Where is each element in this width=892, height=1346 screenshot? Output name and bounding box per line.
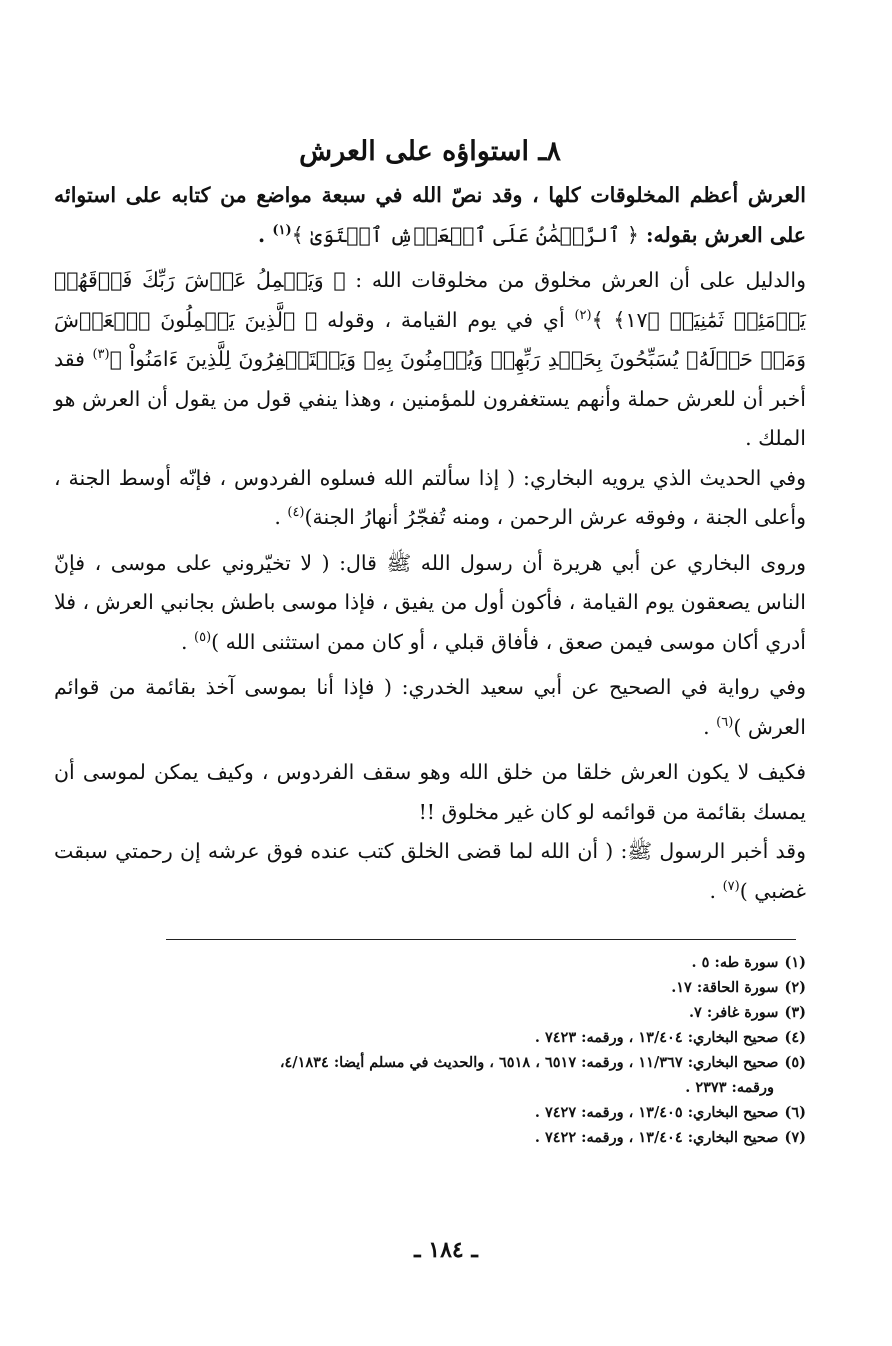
footnote-item	[54, 1125, 806, 1150]
footnote-ref[interactable]: (٢)	[574, 307, 592, 323]
paragraph-text: وفي الحديث الذي يرويه البخاري: ( إذا سألتم الله فسلوه الفردوس ، فإنّه أوسط الجنة ، وأعلى الجنة ، وفوقه عرش الرحمن ، ومنه تُفجّرُ أنهارُ الجنة)	[54, 465, 806, 529]
paragraph-text: .	[703, 714, 717, 739]
footnotes-list	[54, 950, 806, 1150]
footnote-ref[interactable]: (١)	[272, 222, 292, 238]
paragraph-text: وروى البخاري عن أبي هريرة أن رسول الله ﷺ قال: ( لا تخيّروني على موسى ، فإنّ الناس يصعقون يوم القيامة ، فأكون أول من يفيق ، فإذا موسى باطش بجانبي العرش ، فلا أدري أكان موسى فيمن صعق ، فأفاق قبلي ، أو كان ممن استثنى الله )	[54, 550, 806, 654]
footnote-ref[interactable]: (٣)	[92, 347, 110, 363]
paragraph-text: والدليل على أن العرش مخلوق من مخلوقات الله :	[345, 268, 806, 292]
paragraph-text: أي في يوم القيامة ، وقوله	[317, 307, 575, 332]
paragraph-text: فكيف لا يكون العرش خلقا من خلق الله وهو سقف الفردوس ، وكيف يمكن لموسى أن يمسك بقائمة من قوائمه لو كان غير مخلوق !!	[54, 760, 806, 824]
paragraph-5	[54, 668, 806, 747]
footnote-ref[interactable]: (٧)	[722, 878, 740, 894]
paragraph-text: .	[180, 629, 195, 654]
footnote-item	[54, 975, 806, 1000]
paragraph-3	[54, 459, 806, 538]
footnote-ref[interactable]: (٤)	[287, 505, 305, 521]
paragraph-2	[54, 261, 806, 459]
footnote-item	[54, 1050, 806, 1100]
footnote-number: (١)	[784, 954, 806, 971]
footnote-number: (٧)	[784, 1129, 806, 1146]
footnote-item	[54, 1100, 806, 1125]
paragraph-7	[54, 832, 806, 911]
paragraph-6	[54, 753, 806, 832]
footnote-number: (٥)	[784, 1054, 806, 1071]
footnote-continuation: ورقمه: ٢٣٧٣ .	[685, 1079, 774, 1096]
paragraph-text: فقد أخبر أن للعرش حملة وأنهم يستغفرون للمؤمنين ، وهذا ينفي قول من يقول أن العرش هو الملك .	[54, 347, 806, 450]
footnote-divider	[166, 939, 796, 940]
paragraph-text: .	[274, 505, 288, 529]
footnote-text: صحيح البخاري: ١٣/٤٠٤ ، ورقمه: ٧٤٢٣ .	[534, 1029, 779, 1046]
paragraph-1	[54, 176, 806, 255]
paragraph-text: وفي رواية في الصحيح عن أبي سعيد الخدري: ( فإذا أنا بموسى آخذ بقائمة من قوائم العرش )	[54, 675, 806, 739]
quran-verse: ﴿ وَيَحۡمِلُ عَرۡشَ رَبِّكَ فَوۡقَهُمۡ يَوۡمَئِذٖ ثَمَٰنِيَةٞ ﴿١٧﴾ ﴾	[54, 268, 806, 332]
paragraph-4	[54, 544, 806, 663]
footnote-item	[54, 950, 806, 975]
paragraph-text: .	[258, 222, 273, 247]
footnote-number: (٢)	[784, 979, 806, 996]
footnote-text: صحيح البخاري: ١٣/٤٠٥ ، ورقمه: ٧٤٢٧ .	[534, 1104, 779, 1121]
paragraph-text: وقد أخبر الرسول ﷺ: ( أن الله لما قضى الخلق كتب عنده فوق عرشه إن رحمتي سبقت غضبي )	[54, 839, 806, 903]
section-title: ٨ـ استواؤه على العرش	[299, 136, 561, 167]
paragraph-text: .	[709, 878, 723, 903]
footnote-number: (٦)	[784, 1104, 806, 1121]
quran-verse: ﴿ ٱلَّذِينَ يَحۡمِلُونَ ٱلۡعَرۡشَ وَمَنۡ حَوۡلَهُۥ يُسَبِّحُونَ بِحَمۡدِ رَبِّهِمۡ وَيُؤۡمِنُونَ بِهِۦ وَيَسۡتَغۡفِرُونَ لِلَّذِينَ ءَامَنُواْ ﴾	[54, 307, 806, 371]
footnote-text: صحيح البخاري: ١٣/٤٠٤ ، ورقمه: ٧٤٢٢ .	[534, 1129, 779, 1146]
footnote-text: صحيح البخاري: ١١/٣٦٧ ، ورقمه: ٦٥١٧ ، ٦٥١٨ ، والحديث في مسلم أيضا: ٤/١٨٣٤،	[279, 1054, 779, 1071]
footnote-number: (٤)	[784, 1029, 806, 1046]
footnote-text: سورة الحاقة: ١٧.	[671, 979, 779, 996]
footnote-text: سورة طه: ٥ .	[691, 954, 779, 971]
footnote-item	[54, 1025, 806, 1050]
page-body	[54, 120, 806, 1150]
paragraph-text: العرش أعظم المخلوقات كلها ، وقد نصّ الله في سبعة مواضع من كتابه على استوائه على العرش بقوله:	[54, 183, 806, 247]
page-number: ـ ١٨٤ ـ	[414, 1237, 478, 1263]
footnote-ref[interactable]: (٦)	[716, 714, 734, 730]
quran-verse: ﴿ ٱلرَّحۡمَٰنُ عَلَى ٱلۡعَرۡشِ ٱسۡتَوَىٰ ﴾	[291, 222, 639, 247]
footnote-text: سورة غافر: ٧.	[688, 1004, 779, 1021]
footnote-ref[interactable]: (٥)	[194, 629, 212, 645]
footnote-item	[54, 1000, 806, 1025]
footnote-number: (٣)	[784, 1004, 806, 1021]
